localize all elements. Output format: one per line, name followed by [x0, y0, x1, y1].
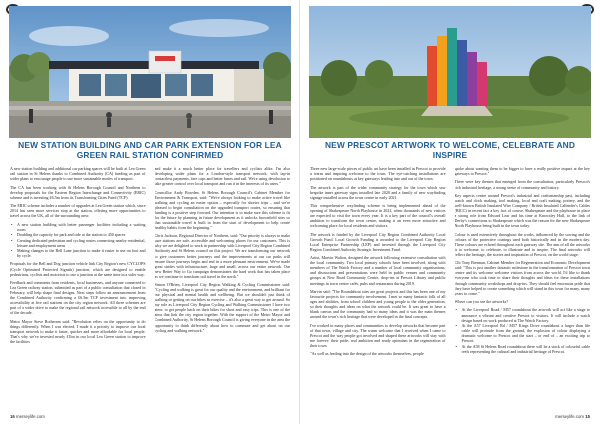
paragraph: Simon O'Brien, Liverpool City Region Walking & Cycling Commissioner said: "Cycling and walking is great for our quality and the environment, and brilliant for our physical and mental health and wellbeing. But we shouldn't just think of walking or getting on our bikes as exercise – it's also a great way to get around. So my role as Liverpool City Region Cycling and Walking Commissioner I have two aims: to get people back on their bikes for short and easy trips. This is one of the aims that link the city region together. With the support of the Metro Mayor and Combined Authority, St Helens Borough Council is giving everyone in the area the opportunity to think differently about how to commute and get about on our cycling and walking network."	[154, 282, 290, 333]
station-photo	[9, 6, 291, 138]
left-column-2	[155, 166, 291, 412]
right-page	[300, 0, 600, 424]
paragraph: Chris Jackson, Regional Director of Northern, said: "Our priority is always to make sure stations are safe, accessible and welcoming places for our customers. This is why we are delighted to work in partnership with Liverpool City Region Combined Authority and St Helens council on this project. We are transforming our network to give customers better journeys and the improvements at our car parks will ensure those journeys begin and end in a more pleasant environment. We've made great strides with infrastructure, large and small, across our entire network. Our new Better Way to Go campaign demonstrates the hard work that has taken place as we continue to transform rail travel in the north."	[154, 233, 290, 279]
paragraph: Key aspects centre around Prescot's industrial and craftsmanship past, including watch and clock making, tool making, local and craft making, pottery, and the well-known British Insulated Wire Company / British Insulated Callender's Cables (BICC) in recent fact a key fact of course, Shakespeare and the playhouse in place a strong role from Edward Lear and his time at Knowsley Hall, to the link of Derby's connections to Shakespeare which was the reason for the new Shakespeare North Playhouse being built in the town today.	[454, 192, 590, 229]
list-item: • A new station building with better passenger facilities including a waiting room	[10, 222, 146, 232]
footer-site: merseylife.com	[555, 414, 585, 419]
paragraph: Feedback and comments from residents, local businesses, and anyone connected to Lea Green railway station, submitted as part of a public consultation that closed in February, will help shape final designs. Next steps follow an announcement from the Combined Authority confirming a £6.5m TCF investment into improving accessibility at five rail stations on the city region network. All three schemes are part of a wider drive to make the regional rail network accessible to all by the end of the decade.	[10, 280, 146, 316]
paragraph: Where can you see the artworks?	[454, 299, 509, 305]
paragraph: A new station building and additional car parking spaces will be built at Lea Green rail station in St Helens thanks to Combined Authority (CA) funding as part of wider plans to encourage people to use more sustainable modes of transport.	[10, 166, 146, 182]
paragraph: Artist, Marvin Walton, designed the artwork following extensive consultation with the local community. Two local primary schools have been involved, along with members of The Watch Factory and a number of local community organisations, and discussions and presentations were held in public venues and community groups at New Road Community Centre, drop-ins at Prescot Library and public meetings in town centre cafés, pubs and restaurants during 2019.	[310, 255, 446, 286]
list-item: • At the Liverpool Road / M57 roundabout the artwork will act like a stage to announce a vibrant and creative Prescot to visitors. It will include a watch design based on work produced at The Watch Factory.	[455, 307, 591, 322]
paragraph: This comprehensive wayfinding scheme is being implemented ahead of the opening of Shakespeare North Playhouse in 2022, when thousands of new visitors are expected to visit the town every year. It is a key part of the council's overall ambition to transform the town centre, making it an even more attractive and welcoming place for local residents and visitors.	[310, 203, 446, 229]
left-headline: NEW STATION BUILDING AND CAR PARK EXTENSION FOR LEA GREEN RAIL STATION CONFIRMED	[18, 140, 282, 160]
paragraph: spoke about wanting them to be bigger to have a really positive impact at the key gateways to Prescot."	[454, 166, 590, 177]
paragraph: "As well as feeding into the design of the artworks themselves, people	[310, 351, 424, 357]
paragraph: Proposals for the Bell and Dog junction vehicle link City Region's new CYCLOPS (Cycle Optimised Protected Signals) junction, which are designed to enable pedestrians, cyclists and motorists to use a junction at the same time in a safer way.	[10, 261, 146, 277]
paragraph: Marvin said: "The Roundabout sites are great projects and this has been one of my favourite projects for community involvement. I met so many fantastic folk of all ages and abilities, from school children and young people to the older generation, so their thoughts and ideas on what the artwork could be. It was great to have a blank canvas and the community had so many ideas and it was the main themes around the town's rich heritage that were developed in the final concepts.	[310, 288, 446, 320]
paragraph: The ERIC scheme includes a number of upgrades at Lea Green station which, since 2014 has seen more services stop at the station, offering more opportunities to travel across the UK, all of the surrounding area:	[10, 203, 146, 219]
paragraph: Councillor Andy Bowden, St Helens Borough Council's Cabinet Member for Environment & Transport, said: "We're always looking to make active travel like walking and cycling an easier option – especially for shorter trips – and we're pleased to begin consultation on the upgraded transport routes, so ensuring that funding is a positive step forward. Our intention is to make sure this scheme is fit for the future by planning in future development as it unlocks brownfield sites so that sustainable travel is built in from the start of development to help create healthy habits from the beginning."	[154, 189, 290, 230]
artwork-photo	[309, 6, 591, 138]
paragraph: Colour is used extensively throughout the works, influenced by the sowing and the colours of the protective coatings used both historically and in the modern day. These colours are echoed throughout each gateway site. The aim of all the artworks is to welcome, to celebrate, to illustrate and to inspire. The final artworks will reflect the heritage, the stories and inspiration of Prescot, on the world stage.	[454, 231, 590, 257]
right-headline: NEW PRESCOT ARTWORK TO WELCOME, CELEBRATE AND INSPIRE	[324, 140, 576, 160]
page-number: 15	[585, 414, 590, 419]
list-item: • At the A57 Liverpool Rd / M57 Kings Drive roundabout a larger than life cable will protrude from the ground, the explosion of colour displaying a dramatic welcome to Prescot and the start – or end of – an exciting trip to Prescot.	[455, 323, 591, 343]
right-footer	[555, 414, 590, 419]
paragraph: Metro Mayor Steve Rotheram said: "Revolution relies on the opportunity to do things differently. When I was elected, I made it a priority to improve our local transport network to make it faster, quicker and more affordable for local people. That's why we've invested nearly £1bn in our local Lea Green station to improve the facilities	[10, 318, 146, 344]
footer-site: merseylife.com	[15, 414, 45, 419]
paragraph: The CA has been working with St Helens Borough Council and Northern to develop proposals for the Eastern Region Interchange and Connectivity (ERIC) scheme and is investing £6.5m from its Transforming Cities Fund (TCF).	[10, 184, 146, 200]
page-number: 16	[10, 414, 15, 419]
roundabout-artwork-image	[309, 6, 591, 138]
list-item: • Creating dedicated pedestrian and cycling routes connecting nearby residential, leisure and employment areas	[10, 238, 146, 248]
left-footer	[10, 414, 45, 419]
list-item: • Doubling the capacity for park and ride at the station to 450 spaces	[10, 232, 146, 237]
paragraph: Cllr Tony Brennan, Cabinet Member for Regeneration and Economic Development said: "This is just another fantastic milestone in the transformation of Prescot town centre and its welcome welcome visitors from across the world. I'd like to thank everyone who took time to share their thoughts and ideas for these installations through community workshops and drop-ins. They should feel enormous pride that they have helped to create something which will stand in this town for many, many years to come."	[454, 260, 590, 296]
paragraph: Three new large-scale pieces of public art have been installed in Prescot to provide a warm and inspiring welcome to the town. The eye-catching installations are positioned on roundabouts at key gateways leading into and out of the town.	[310, 166, 446, 182]
paragraph: The artwork is funded by the Liverpool City Region Combined Authority Local Growth Fund. Local Growth Funding is awarded to the Liverpool City Region Local Enterprise Partnership (LEP) and invested through the Liverpool City Region Combined Authority Strategic Investment Fund.	[310, 231, 446, 252]
left-article-body	[10, 166, 290, 412]
right-column-2	[455, 166, 591, 412]
right-article-body	[310, 166, 590, 412]
left-column-1	[10, 166, 146, 412]
upgrade-list	[10, 222, 146, 259]
list-item: • Making changes to the Bell Lane junction to make it easier to use on foot and by cycle.	[10, 248, 146, 258]
paragraph: and make it a much better place for travellers and cyclists alike. I'm also developing wider plans for a London-style transport network, with tap-in contactless payments, fare caps and better buses and rail. We're using devolution to take greater control over local transport and run it in the interests of its users."	[154, 166, 290, 187]
paragraph: I've worked in many places and communities to develop artworks that become part of that town, village and city. The warm welcome that I received when I came to Prescot and the way people got involved and shaped these artworks will stay with me forever: their pride, real ambition and ready optimism in the regeneration of their town.	[310, 322, 446, 348]
artwork-location-list	[455, 307, 591, 353]
list-item: • At the A58 St Helens Road roundabout there will be a stack of colourful cable reels representing the cultural and industrial heritage of Prescot.	[455, 344, 591, 354]
right-column-1	[310, 166, 446, 412]
station-render-image	[9, 6, 291, 138]
paragraph: There were key themes that emerged from the consultation, particularly Prescot's rich industrial heritage, a strong sense of community and history.	[454, 179, 590, 190]
paragraph: The artwork is part of the wider community strategy for the town which saw bespoke inner gateway signs installed late 2020 and a family of new wayfinding signage installed across the town centre in early 2021.	[310, 184, 446, 200]
